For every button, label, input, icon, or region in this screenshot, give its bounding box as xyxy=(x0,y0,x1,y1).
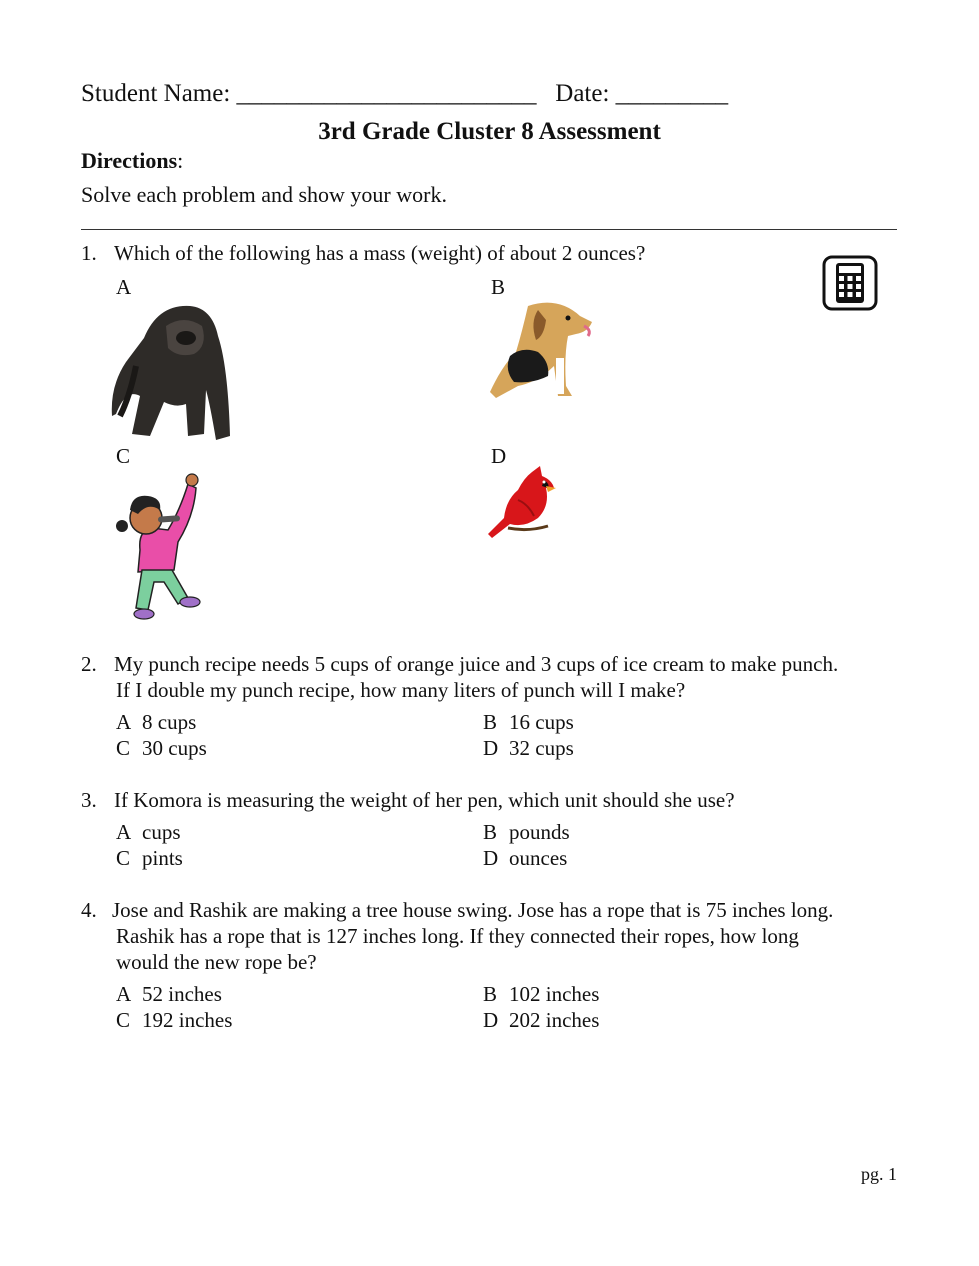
page-number: pg. 1 xyxy=(861,1164,897,1184)
choice-a[interactable] xyxy=(116,710,196,735)
choice-b[interactable] xyxy=(483,710,574,735)
question-text-line: would the new rope be? xyxy=(116,950,317,974)
choice-letter: A xyxy=(116,982,132,1006)
choice-c-letter: C xyxy=(116,444,131,468)
choice-letter: D xyxy=(483,736,499,760)
question-text-line: If Komora is measuring the weight of her pen, which unit should she use? xyxy=(114,788,735,812)
question-text-line: My punch recipe needs 5 cups of orange juice and 3 cups of ice cream to make punch. xyxy=(114,652,839,676)
question-number: 4. xyxy=(81,898,97,922)
question-number: 1. xyxy=(81,241,97,265)
choice-text: 202 inches xyxy=(509,1008,600,1032)
choice-c[interactable] xyxy=(116,736,207,761)
choice-text: pints xyxy=(142,846,183,870)
choice-b[interactable] xyxy=(483,820,570,845)
student-name-label: Student Name: xyxy=(81,80,231,107)
choice-letter: B xyxy=(483,820,498,844)
choice-text: pounds xyxy=(509,820,570,844)
date-label: Date: xyxy=(555,80,610,107)
choice-a[interactable] xyxy=(116,820,181,845)
question-1 xyxy=(81,240,645,266)
directions-text: Solve each problem and show your work. xyxy=(81,182,447,207)
choice-text: 192 inches xyxy=(142,1008,233,1032)
choice-text: 8 cups xyxy=(142,710,197,734)
question-text-line: Jose and Rashik are making a tree house swing. Jose has a rope that is 75 inches long. xyxy=(112,898,834,922)
question-3 xyxy=(81,787,735,813)
choice-d[interactable] xyxy=(483,1008,599,1033)
choice-letter: C xyxy=(116,1008,131,1032)
choice-a-letter: A xyxy=(116,275,132,299)
girl-singing-image[interactable] xyxy=(108,470,213,625)
choice-letter: A xyxy=(116,820,132,844)
choice-text: ounces xyxy=(509,846,568,870)
choice-text: 30 cups xyxy=(142,736,207,760)
choice-text: 52 inches xyxy=(142,982,222,1006)
divider xyxy=(81,229,897,230)
question-number: 2. xyxy=(81,652,97,676)
choice-d[interactable] xyxy=(483,846,567,871)
choice-letter: B xyxy=(483,982,498,1006)
question-4 xyxy=(81,897,833,975)
choice-text: cups xyxy=(142,820,181,844)
page-title: 3rd Grade Cluster 8 Assessment xyxy=(318,118,661,145)
choice-text: 102 inches xyxy=(509,982,600,1006)
choice-letter: D xyxy=(483,846,499,870)
calculator-icon xyxy=(822,255,878,311)
student-name-field[interactable]: ________________________ xyxy=(236,80,537,107)
directions-label: Directions xyxy=(81,148,178,173)
choice-a[interactable] xyxy=(116,982,222,1007)
date-field[interactable]: _________ xyxy=(615,80,729,107)
question-number: 3. xyxy=(81,788,97,812)
question-2 xyxy=(81,651,838,703)
choice-letter: B xyxy=(483,710,498,734)
choice-b-letter: B xyxy=(491,275,506,299)
question-text: Which of the following has a mass (weight) of about 2 ounces? xyxy=(114,241,646,265)
question-text-line: If I double my punch recipe, how many liters of punch will I make? xyxy=(116,678,686,702)
choice-letter: A xyxy=(116,710,132,734)
directions-colon: : xyxy=(177,148,184,173)
choice-letter: C xyxy=(116,846,131,870)
choice-b[interactable] xyxy=(483,982,599,1007)
choice-letter: D xyxy=(483,1008,499,1032)
choice-d-letter: D xyxy=(491,444,507,468)
choice-text: 32 cups xyxy=(509,736,574,760)
gorilla-image[interactable] xyxy=(106,296,236,444)
choice-c[interactable] xyxy=(116,1008,232,1033)
choice-text: 16 cups xyxy=(509,710,574,734)
choice-d[interactable] xyxy=(483,736,574,761)
choice-c[interactable] xyxy=(116,846,183,871)
header-line xyxy=(81,80,728,108)
directions-heading xyxy=(81,148,183,174)
red-cardinal-bird-image[interactable] xyxy=(488,466,558,542)
beagle-dog-image[interactable] xyxy=(488,296,598,406)
question-text-line: Rashik has a rope that is 127 inches long. If they connected their ropes, how long xyxy=(116,924,799,948)
choice-letter: C xyxy=(116,736,131,760)
